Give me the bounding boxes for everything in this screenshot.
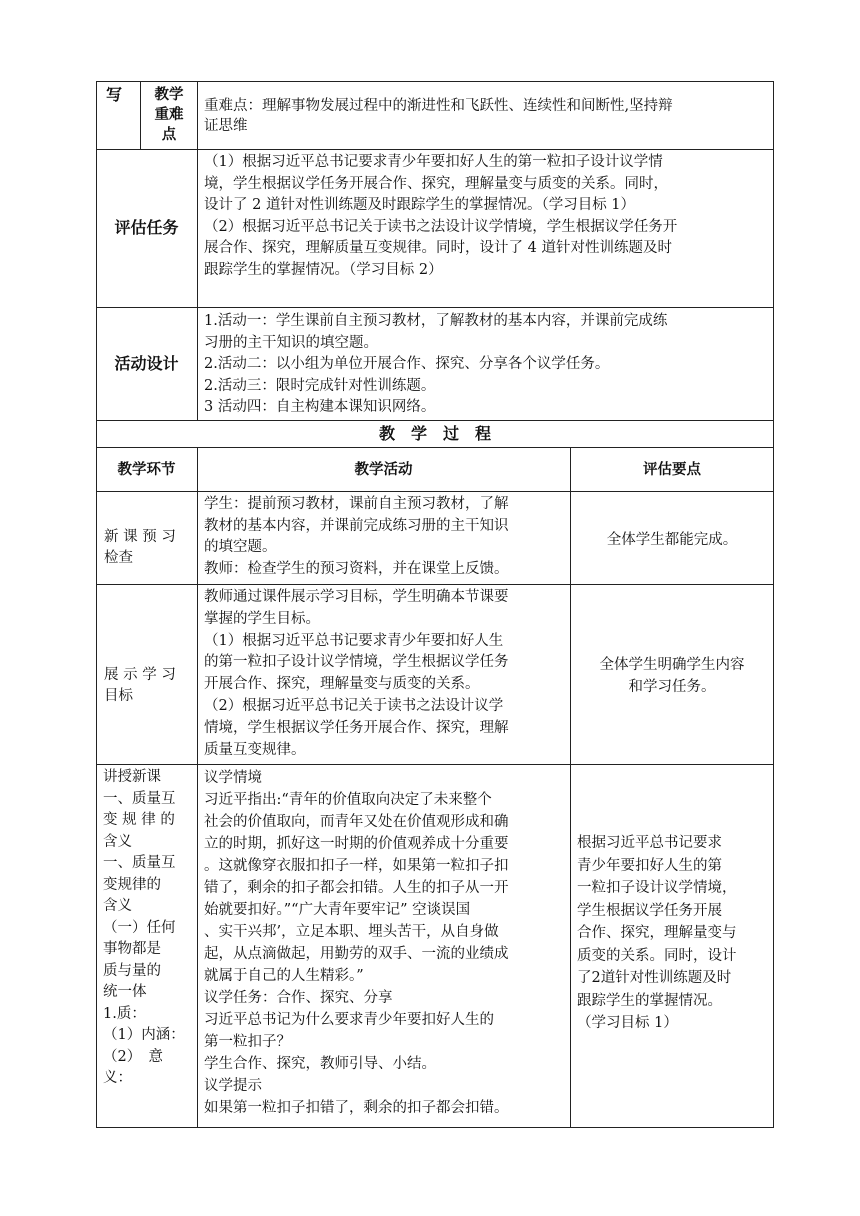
text-line: 质变的关系。同时，设计 [577,947,737,964]
text-line: 青少年要扣好人生的第 [577,857,722,874]
process-title: 教 学 过 程 [378,424,491,443]
top-row-sublabel [141,85,197,145]
text-line: 证思维 [204,118,248,134]
stage-cell [104,527,176,569]
key-difficulty-text [204,96,673,136]
grid-line [773,81,774,1128]
text-line: 变规律的 [103,876,161,893]
text-line: 立的时期，抓好这一时期的价值观养成十分重要 [204,836,509,852]
text-line: 教师：检查学生的预习资料，并在课堂上反馈。 [204,560,509,577]
text-line: 情境，学生根据议学任务开展合作、探究，理解 [204,719,509,736]
text-line: 习近平总书记为什么要求青少年要扣好人生的 [204,1012,494,1028]
text-line: 如果第一粒扣子扣错了，剩余的扣子都会扣错。 [204,1100,509,1116]
activity-cell [204,767,509,1119]
text-line: （2） 意 [103,1048,163,1065]
text-line: 跟踪学生的掌握情况。（学习目标 2） [204,261,443,278]
text-line: 一、质量互 [103,790,176,807]
text-line: 学生合作、探究，教师引导、小结。 [204,1056,436,1072]
header-activity: 教学活动 [354,461,413,478]
text-line: 学生根据议学任务开展 [577,902,722,919]
text-line: 教材的基本内容，并课前完成练习册的主干知识 [204,517,509,534]
assessment-text [204,152,677,281]
text-line: 含义 [103,898,132,914]
text-line: 的第一粒扣子设计议学情境，学生根据议学任务 [204,654,509,671]
text-line: 习近平指出:“青年的价值取向决定了未来整个 [204,792,492,808]
text-line: 的填空题。 [204,539,277,555]
text-line: 一粒扣子设计议学情境， [577,880,737,896]
sublabel-line: 重难 [154,106,184,123]
text-line: 展合作、探究，理解质量互变规律。同时，设计了 4 道针对性训练题及时 [204,240,672,256]
text-line: 学生：提前预习教材，课前自主预习教材，了解 [204,496,509,512]
text-line: 统一体 [103,984,147,1000]
text-line: 始就要扣好。”“广大青年要牢记” 空谈误国 [204,902,471,918]
text-line: 议学任务：合作、探究、分享 [204,990,393,1006]
grid-line [197,447,198,1128]
stage-cell [104,665,176,707]
text-line: 、实干兴邦’，立足本职、埋头苦干，从自身做 [204,924,499,940]
text-line: 议学提示 [204,1078,262,1094]
text-line: 事物都是 [103,941,161,957]
activity-text [204,311,667,419]
text-line: （1）根据习近平总书记要求青少年要扣好人生 [204,632,504,649]
text-line: 2.活动三：限时完成针对性训练题。 [204,377,436,394]
text-line: 和学习任务。 [628,679,716,695]
points-cell [570,654,774,698]
text-line: 社会的价值取向，而青年又处在价值观形成和确 [204,814,509,830]
sublabel-line: 点 [161,126,177,143]
activity-label: 活动设计 [114,354,179,373]
text-line: （1）内涵： [103,1027,185,1043]
activity-cell [204,494,509,580]
text-line: 质量互变规律。 [204,741,306,758]
text-line: 跟踪学生的掌握情况。 [577,992,722,1009]
text-line: 开展合作、探究，理解量变与质变的关系。 [204,676,480,693]
header-points: 评估要点 [643,461,701,478]
text-line: 了2道针对性训练题及时 [577,970,732,986]
text-line: （2）根据习近平总书记关于读书之法设计议学 [204,697,504,714]
sublabel-line: 教学 [154,86,184,103]
text-line: 含义 [103,833,132,850]
grid-line [96,81,97,1128]
text-line: 合作、探究，理解量变与 [577,925,737,941]
text-line: 掌握的学生目标。 [204,610,320,627]
text-line: 起，从点滴做起，用勤劳的双手、一流的业绩成 [204,946,509,962]
text-line: 目标 [104,688,133,704]
top-row-label: 写 [106,85,123,104]
assessment-label: 评估任务 [114,218,179,237]
text-line: 一、质量互 [103,855,176,871]
text-line: 讲授新课 [103,769,161,785]
text-line: 境，学生根据议学任务开展合作、探究，理解量变与质变的关系。同时， [204,175,668,192]
text-line: 义： [103,1070,132,1086]
points-cell: 全体学生都能完成。 [606,532,738,548]
text-line: 习册的主干知识的填空题。 [204,334,378,351]
activity-cell [204,587,509,761]
text-line: 根据习近平总书记要求 [577,835,722,851]
text-line: 第一粒扣子？ [204,1034,291,1050]
text-line: 教师通过课件展示学习目标，学生明确本节课要 [204,589,509,605]
points-cell [577,832,737,1035]
text-line: （一）任何 [103,919,176,936]
text-line: 重难点：理解事物发展过程中的渐进性和飞跃性、连续性和间断性,坚持辩 [204,98,673,114]
text-line: （1）根据习近平总书记要求青少年要扣好人生的第一粒扣子设计议学情 [204,154,663,170]
text-line: 错了，剩余的扣子都会扣错。人生的扣子从一开 [204,880,509,896]
stage-cell [103,767,185,1090]
text-line: 全体学生明确学生内容 [599,657,745,673]
text-line: 就属于自己的人生精彩。” [204,968,364,984]
text-line: 设计了 2 道针对性训练题及时跟踪学生的掌握情况。（学习目标 1） [204,197,636,213]
text-line: 。这就像穿衣服扣扣子一样，如果第一粒扣子扣 [204,858,509,874]
text-line: （2）根据习近平总书记关于读书之法设计议学情境，学生根据议学任务开 [204,218,678,235]
text-line: 质与量的 [103,962,161,979]
text-line: 2.活动二：以小组为单位开展合作、探究、分享各个议学任务。 [204,356,610,372]
text-line: 1.质： [103,1005,146,1022]
text-line: 1.活动一：学生课前自主预习教材，了解教材的基本内容，并课前完成练 [204,313,668,329]
text-line: 检查 [104,550,133,566]
text-line: 议学情境 [204,770,262,786]
text-line: 新 课 预 习 [104,529,176,545]
grid-line [197,81,198,421]
text-line: 3 活动四：自主构建本课知识网络。 [204,399,436,415]
text-line: 展 示 学 习 [104,667,176,683]
header-stage: 教学环节 [117,461,176,478]
text-line: 变 规 律 的 [103,812,175,828]
text-line: （学习目标 1） [577,1015,678,1031]
